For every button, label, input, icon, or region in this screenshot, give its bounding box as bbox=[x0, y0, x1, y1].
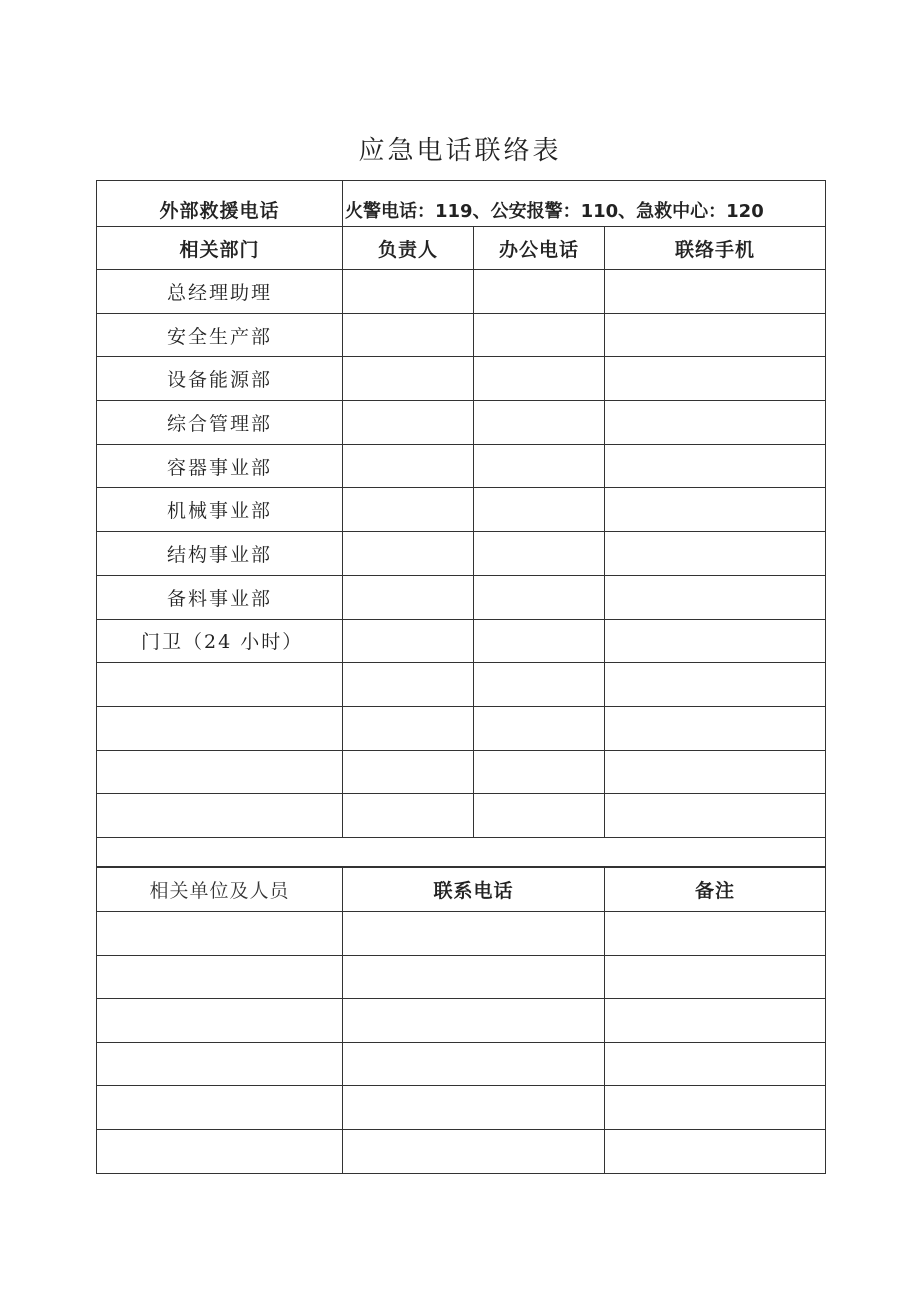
mobile-cell bbox=[605, 313, 826, 357]
person-cell bbox=[343, 270, 474, 314]
mobile-cell bbox=[605, 488, 826, 532]
mobile-cell bbox=[605, 663, 826, 707]
contact-phone-cell bbox=[343, 1129, 605, 1173]
mobile-cell bbox=[605, 750, 826, 794]
office-phone-cell bbox=[474, 357, 605, 401]
mobile-cell bbox=[605, 706, 826, 750]
office-phone-cell bbox=[474, 488, 605, 532]
table-row bbox=[97, 663, 826, 707]
table-row bbox=[97, 706, 826, 750]
person-cell bbox=[343, 488, 474, 532]
table-row bbox=[97, 912, 826, 956]
table-row bbox=[97, 270, 826, 314]
header-office-phone: 办公电话 bbox=[474, 227, 605, 270]
person-cell bbox=[343, 794, 474, 838]
dept-name-cell: 备料事业部 bbox=[97, 575, 343, 619]
spacer-row bbox=[97, 837, 826, 867]
header-person: 负责人 bbox=[343, 227, 474, 270]
office-phone-cell bbox=[474, 619, 605, 663]
office-phone-cell bbox=[474, 444, 605, 488]
table-row bbox=[97, 955, 826, 999]
contact-phone-cell bbox=[343, 912, 605, 956]
person-cell bbox=[343, 313, 474, 357]
table-row bbox=[97, 750, 826, 794]
unit-cell bbox=[97, 912, 343, 956]
table-row bbox=[97, 357, 826, 401]
dept-name-cell: 设备能源部 bbox=[97, 357, 343, 401]
table-row bbox=[97, 1042, 826, 1086]
header-related-unit: 相关单位及人员 bbox=[97, 867, 343, 912]
note-cell bbox=[605, 1129, 826, 1173]
dept-name-cell bbox=[97, 750, 343, 794]
mobile-cell bbox=[605, 401, 826, 445]
section2-header-row bbox=[97, 867, 826, 912]
note-cell bbox=[605, 912, 826, 956]
person-cell bbox=[343, 401, 474, 445]
dept-name-cell: 安全生产部 bbox=[97, 313, 343, 357]
dept-name-cell bbox=[97, 663, 343, 707]
person-cell bbox=[343, 444, 474, 488]
office-phone-cell bbox=[474, 706, 605, 750]
dept-name-cell bbox=[97, 794, 343, 838]
external-rescue-numbers: 火警电话：119、公安报警：110、急救中心：120 bbox=[343, 181, 826, 227]
person-cell bbox=[343, 750, 474, 794]
office-phone-cell bbox=[474, 750, 605, 794]
person-cell bbox=[343, 619, 474, 663]
dept-name-cell: 综合管理部 bbox=[97, 401, 343, 445]
mobile-cell bbox=[605, 444, 826, 488]
office-phone-cell bbox=[474, 663, 605, 707]
contact-phone-cell bbox=[343, 1086, 605, 1130]
unit-cell bbox=[97, 1129, 343, 1173]
mobile-cell bbox=[605, 532, 826, 576]
person-cell bbox=[343, 575, 474, 619]
dept-name-cell: 总经理助理 bbox=[97, 270, 343, 314]
unit-cell bbox=[97, 955, 343, 999]
office-phone-cell bbox=[474, 794, 605, 838]
person-cell bbox=[343, 706, 474, 750]
unit-cell bbox=[97, 1086, 343, 1130]
contact-phone-cell bbox=[343, 1042, 605, 1086]
table-row bbox=[97, 313, 826, 357]
note-cell bbox=[605, 1042, 826, 1086]
contact-table bbox=[96, 180, 826, 868]
contact-phone-cell bbox=[343, 999, 605, 1043]
office-phone-cell bbox=[474, 532, 605, 576]
external-rescue-row bbox=[97, 181, 826, 227]
table-row bbox=[97, 575, 826, 619]
spacer-cell bbox=[97, 837, 826, 867]
note-cell bbox=[605, 955, 826, 999]
office-phone-cell bbox=[474, 270, 605, 314]
unit-cell bbox=[97, 999, 343, 1043]
table-row bbox=[97, 999, 826, 1043]
person-cell bbox=[343, 532, 474, 576]
table-row bbox=[97, 488, 826, 532]
dept-name-cell: 结构事业部 bbox=[97, 532, 343, 576]
dept-name-cell: 门卫（24 小时） bbox=[97, 619, 343, 663]
related-units-table bbox=[96, 866, 826, 1174]
table-row bbox=[97, 794, 826, 838]
office-phone-cell bbox=[474, 575, 605, 619]
dept-name-cell bbox=[97, 706, 343, 750]
header-mobile: 联络手机 bbox=[605, 227, 826, 270]
mobile-cell bbox=[605, 619, 826, 663]
person-cell bbox=[343, 357, 474, 401]
header-contact-phone: 联系电话 bbox=[343, 867, 605, 912]
table-row bbox=[97, 532, 826, 576]
header-note: 备注 bbox=[605, 867, 826, 912]
mobile-cell bbox=[605, 357, 826, 401]
office-phone-cell bbox=[474, 401, 605, 445]
person-cell bbox=[343, 663, 474, 707]
table-row bbox=[97, 619, 826, 663]
table-row bbox=[97, 401, 826, 445]
note-cell bbox=[605, 1086, 826, 1130]
dept-name-cell: 机械事业部 bbox=[97, 488, 343, 532]
dept-name-cell: 容器事业部 bbox=[97, 444, 343, 488]
mobile-cell bbox=[605, 794, 826, 838]
page-title: 应急电话联络表 bbox=[358, 136, 562, 166]
table-row bbox=[97, 1129, 826, 1173]
unit-cell bbox=[97, 1042, 343, 1086]
header-dept: 相关部门 bbox=[97, 227, 343, 270]
office-phone-cell bbox=[474, 313, 605, 357]
table-row bbox=[97, 444, 826, 488]
note-cell bbox=[605, 999, 826, 1043]
table-row bbox=[97, 1086, 826, 1130]
external-rescue-label: 外部救援电话 bbox=[97, 181, 343, 227]
mobile-cell bbox=[605, 270, 826, 314]
table-header-row bbox=[97, 227, 826, 270]
contact-phone-cell bbox=[343, 955, 605, 999]
mobile-cell bbox=[605, 575, 826, 619]
